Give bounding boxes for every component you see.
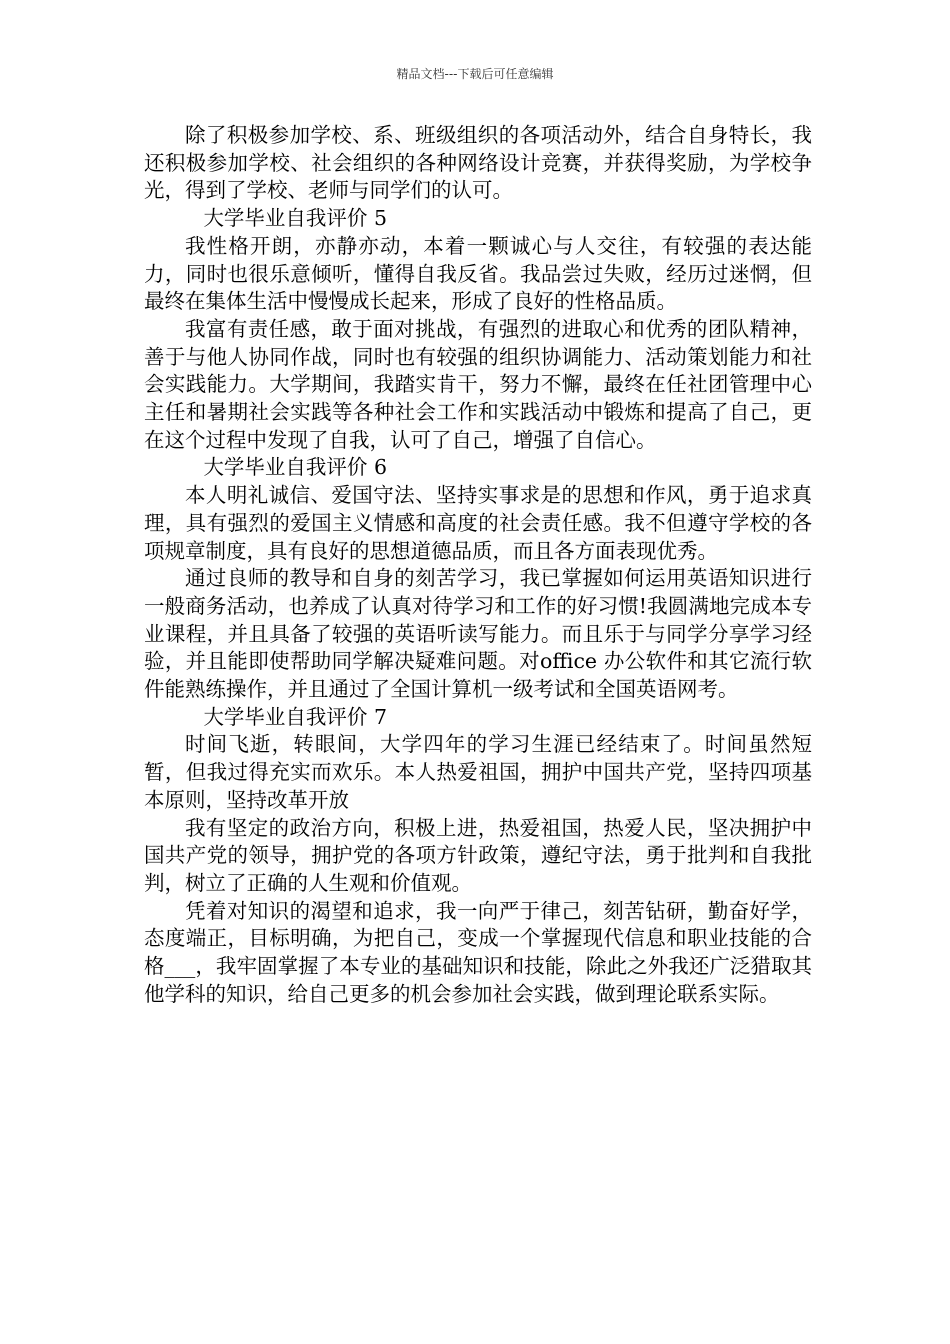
paragraph: 时间飞逝，转眼间，大学四年的学习生涯已经结束了。时间虽然短暂，但我过得充实而欢乐。本人热爱祖国，拥护中国共产党，坚持四项基本原则，坚持改革开放 [144,732,812,812]
section-heading: 大学毕业自我评价 6 [203,455,387,480]
document-body [144,122,812,1009]
paragraph: 我有坚定的政治方向，积极上进，热爱祖国，热爱人民，坚决拥护中国共产党的领导，拥护党的各项方针政策，遵纪守法，勇于批判和自我批判，树立了正确的人生观和价值观。 [144,815,812,895]
page-header: 精品文档---下载后可任意编辑 [396,67,554,81]
paragraph: 本人明礼诚信、爱国守法、坚持实事求是的思想和作风，勇于追求真理，具有强烈的爱国主义情感和高度的社会责任感。我不但遵守学校的各项规章制度，具有良好的思想道德品质，而且各方面表现优秀。 [144,483,812,563]
paragraph: 除了积极参加学校、系、班级组织的各项活动外，结合自身特长，我还积极参加学校、社会组织的各种网络设计竞赛，并获得奖励，为学校争光，得到了学校、老师与同学们的认可。 [144,123,812,203]
section-heading: 大学毕业自我评价 7 [203,704,387,729]
paragraph: 我性格开朗，亦静亦动，本着一颗诚心与人交往，有较强的表达能力，同时也很乐意倾听，懂得自我反省。我品尝过失败，经历过迷惘，但最终在集体生活中慢慢成长起来，形成了良好的性格品质。 [144,233,812,314]
section-heading: 大学毕业自我评价 5 [203,206,387,231]
paragraph: 通过良师的教导和自身的刻苦学习，我已掌握如何运用英语知识进行一般商务活动，也养成了认真对待学习和工作的好习惯!我圆满地完成本专业课程，并且具备了较强的英语听读写能力。而且乐于与同学分享学习经验，并且能即使帮助同学解决疑难问题。对office 办公软件和其它流行软件能熟练操作，并且通过了全国计算机一级考试和全国英语网考。 [144,566,812,702]
paragraph: 凭着对知识的渴望和追求，我一向严于律己，刻苦钻研，勤奋好学，态度端正，目标明确，为把自己，变成一个掌握现代信息和职业技能的合格___，我牢固掌握了本专业的基础知识和技能，除此之外我还广泛猎取其他学科的知识，给自己更多的机会参加社会实践，做到理论联系实际。 [144,898,812,1006]
paragraph: 我富有责任感，敢于面对挑战，有强烈的进取心和优秀的团队精神，善于与他人协同作战，同时也有较强的组织协调能力、活动策划能力和社会实践能力。大学期间，我踏实肯干，努力不懈，最终在任社团管理中心主任和暑期社会实践等各种社会工作和实践活动中锻炼和提高了自己，更在这个过程中发现了自我，认可了自己，增强了自信心。 [144,316,812,452]
